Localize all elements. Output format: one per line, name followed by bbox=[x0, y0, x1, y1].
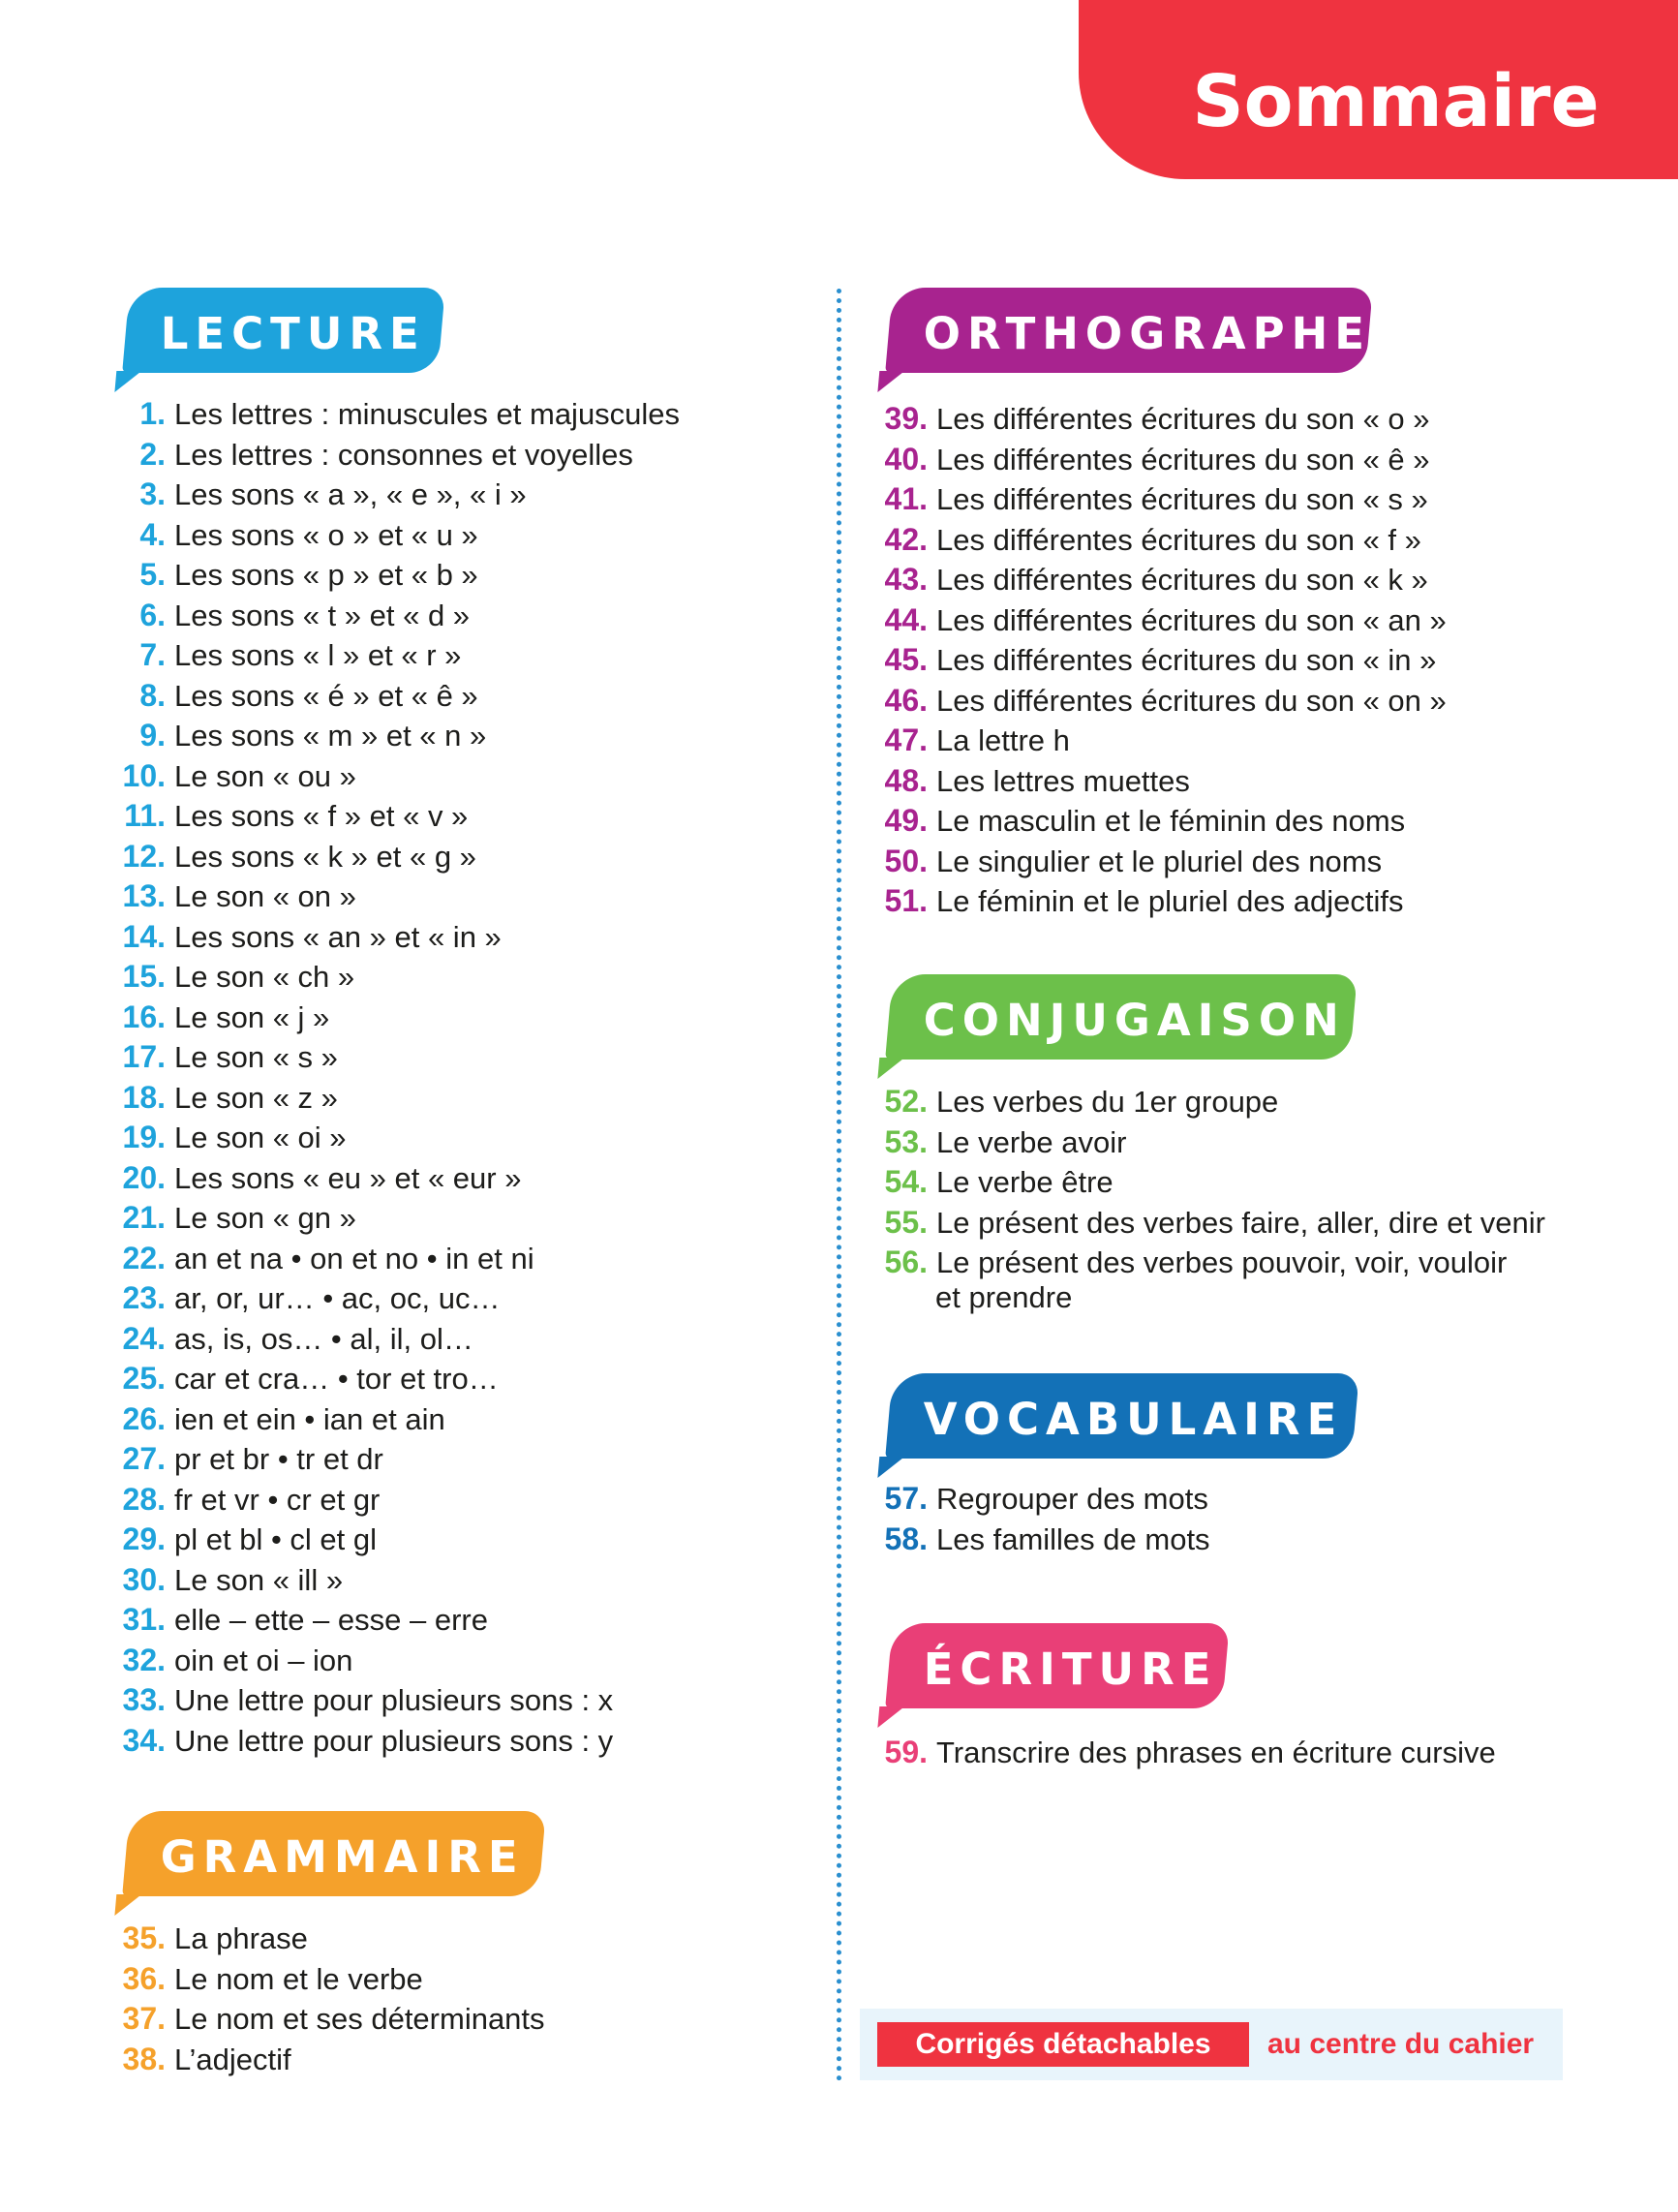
toc-item-title: fr et vr • cr et gr bbox=[174, 1482, 381, 1517]
toc-item-title: Les lettres : consonnes et voyelles bbox=[174, 437, 633, 472]
toc-item-title: Les sons « a », « e », « i » bbox=[174, 477, 527, 511]
toc-item-title: as, is, os… • al, il, ol… bbox=[174, 1321, 473, 1356]
toc-item-title: Les lettres : minuscules et majuscules bbox=[174, 397, 681, 431]
toc-item-number: 25. bbox=[122, 1361, 166, 1396]
toc-item-number: 30. bbox=[122, 1561, 166, 1597]
toc-item-number: 21. bbox=[122, 1200, 166, 1235]
toc-item bbox=[82, 556, 799, 597]
toc-item bbox=[839, 441, 1652, 481]
toc-item-number: 2. bbox=[139, 436, 166, 472]
toc-item-number: 54. bbox=[884, 1164, 928, 1199]
toc-item bbox=[82, 1079, 799, 1120]
toc-item-number: 51. bbox=[884, 883, 928, 918]
toc-item-title: Une lettre pour plusieurs sons : x bbox=[174, 1683, 614, 1717]
toc-item bbox=[82, 998, 799, 1039]
toc-item-title: Les sons « o » et « u » bbox=[174, 517, 478, 552]
toc-item bbox=[839, 561, 1652, 601]
toc-item bbox=[839, 1204, 1652, 1244]
toc-item-title: elle – ette – esse – erre bbox=[174, 1603, 488, 1637]
toc-item bbox=[82, 1360, 799, 1400]
toc-item-title: Les différentes écritures du son « f » bbox=[936, 522, 1421, 557]
toc-list-lecture bbox=[82, 395, 799, 1762]
toc-item bbox=[82, 677, 799, 718]
toc-item-title: Regrouper des mots bbox=[936, 1482, 1208, 1516]
section-label-orthographe: ORTHOGRAPHE bbox=[923, 308, 1371, 359]
toc-item bbox=[82, 1601, 799, 1642]
toc-item bbox=[839, 1083, 1652, 1123]
toc-item bbox=[82, 395, 799, 436]
toc-item-number: 53. bbox=[884, 1123, 928, 1159]
toc-item-title: Le présent des verbes faire, aller, dire et venir bbox=[936, 1205, 1545, 1240]
toc-item-number: 57. bbox=[884, 1481, 928, 1516]
toc-item-number: 28. bbox=[122, 1481, 166, 1517]
toc-item-title: Les sons « f » et « v » bbox=[174, 799, 469, 833]
toc-item-number: 11. bbox=[124, 798, 166, 833]
toc-item bbox=[839, 480, 1652, 521]
toc-item bbox=[82, 636, 799, 677]
toc-item bbox=[82, 516, 799, 557]
toc-item-number: 43. bbox=[884, 562, 928, 597]
toc-item-title: Le féminin et le pluriel des adjectifs bbox=[936, 884, 1404, 918]
toc-item-title: L’adjectif bbox=[174, 2042, 291, 2076]
toc-item bbox=[82, 838, 799, 878]
toc-item bbox=[839, 682, 1652, 722]
toc-item-title: Les verbes du 1er groupe bbox=[936, 1085, 1279, 1119]
toc-item-number: 33. bbox=[122, 1682, 166, 1717]
toc-item bbox=[82, 877, 799, 918]
toc-item-title: Les sons « t » et « d » bbox=[174, 598, 471, 632]
toc-item-number: 24. bbox=[122, 1320, 166, 1356]
toc-item-number: 32. bbox=[122, 1642, 166, 1677]
toc-item-number: 42. bbox=[884, 521, 928, 557]
toc-item-title: Les sons « eu » et « eur » bbox=[174, 1160, 522, 1195]
toc-item bbox=[82, 1722, 799, 1763]
toc-item bbox=[82, 1320, 799, 1361]
toc-item-title: oin et oi – ion bbox=[174, 1643, 353, 1677]
section-header-grammaire bbox=[122, 1811, 546, 1896]
toc-item-title: Une lettre pour plusieurs sons : y bbox=[174, 1723, 614, 1758]
toc-item-title: Transcrire des phrases en écriture cursive bbox=[936, 1736, 1496, 1769]
toc-item-number: 50. bbox=[884, 843, 928, 878]
toc-item bbox=[839, 1244, 1652, 1317]
toc-item-number: 1. bbox=[139, 396, 166, 431]
toc-item bbox=[82, 1920, 799, 1960]
toc-item bbox=[82, 717, 799, 757]
toc-item-number: 36. bbox=[122, 1960, 166, 1996]
toc-item bbox=[82, 2000, 799, 2041]
toc-item-title: Le présent des verbes pouvoir, voir, vouloir bbox=[936, 1245, 1508, 1279]
toc-item-title: Le son « z » bbox=[174, 1080, 338, 1115]
toc-item-title: Les lettres muettes bbox=[936, 763, 1190, 798]
toc-list-conjugaison bbox=[839, 1083, 1652, 1317]
section-label-lecture: LECTURE bbox=[160, 308, 426, 359]
section-label-grammaire: GRAMMAIRE bbox=[160, 1831, 525, 1883]
section-header-conjugaison bbox=[885, 974, 1358, 1060]
toc-item-number: 34. bbox=[122, 1722, 166, 1758]
section-header-ecriture bbox=[885, 1623, 1230, 1708]
toc-item-number: 59. bbox=[884, 1735, 928, 1769]
toc-item bbox=[82, 1159, 799, 1200]
toc-item bbox=[82, 1038, 799, 1079]
toc-item-number: 40. bbox=[884, 441, 928, 476]
toc-item-number: 23. bbox=[122, 1280, 166, 1315]
toc-item-number: 58. bbox=[884, 1521, 928, 1556]
toc-item-title: Les sons « é » et « ê » bbox=[174, 678, 478, 713]
toc-item bbox=[82, 1681, 799, 1722]
toc-item-title: Les sons « p » et « b » bbox=[174, 558, 478, 592]
toc-item-title: Les différentes écritures du son « in » bbox=[936, 643, 1437, 677]
toc-item-title: Le son « on » bbox=[174, 879, 356, 913]
toc-item-title: Les sons « k » et « g » bbox=[174, 839, 476, 874]
toc-item-number: 17. bbox=[122, 1039, 166, 1074]
toc-item-number: 49. bbox=[884, 803, 928, 838]
toc-item-number: 37. bbox=[122, 2001, 166, 2036]
toc-item bbox=[82, 797, 799, 838]
section-label-ecriture: ÉCRITURE bbox=[923, 1644, 1218, 1695]
toc-item-number: 18. bbox=[122, 1079, 166, 1115]
toc-item-number: 41. bbox=[884, 481, 928, 516]
toc-item bbox=[839, 601, 1652, 642]
toc-item-title: Le nom et le verbe bbox=[174, 1961, 423, 1996]
toc-item-title: Le son « ill » bbox=[174, 1562, 344, 1597]
toc-item bbox=[839, 521, 1652, 562]
answer-key-text: au centre du cahier bbox=[1267, 2028, 1535, 2060]
toc-item bbox=[82, 1960, 799, 2001]
toc-list-grammaire bbox=[82, 1920, 799, 2080]
toc-item-title: La phrase bbox=[174, 1921, 308, 1955]
toc-item bbox=[82, 2041, 799, 2081]
toc-item-number: 44. bbox=[884, 601, 928, 637]
toc-item-title: Les différentes écritures du son « k » bbox=[936, 563, 1428, 597]
toc-item-title: Le son « ch » bbox=[174, 960, 355, 994]
toc-item-title: Les différentes écritures du son « o » bbox=[936, 402, 1430, 436]
toc-item-title: Le verbe avoir bbox=[936, 1124, 1127, 1159]
toc-item bbox=[839, 762, 1652, 803]
page-title: Sommaire bbox=[1192, 60, 1600, 143]
toc-item-number: 27. bbox=[122, 1441, 166, 1476]
toc-item bbox=[82, 1279, 799, 1320]
toc-item-number: 3. bbox=[139, 476, 166, 511]
toc-item-title: Le son « j » bbox=[174, 999, 330, 1034]
toc-item-title: Les sons « an » et « in » bbox=[174, 919, 502, 954]
toc-item-number: 19. bbox=[122, 1120, 166, 1154]
toc-item bbox=[82, 476, 799, 516]
toc-item bbox=[839, 843, 1652, 883]
toc-item bbox=[839, 802, 1652, 843]
toc-item-title: ien et ein • ian et ain bbox=[174, 1401, 445, 1436]
toc-item bbox=[82, 1521, 799, 1561]
toc-item-title: car et cra… • tor et tro… bbox=[174, 1362, 499, 1396]
toc-item-number: 39. bbox=[884, 401, 928, 436]
toc-item-title: Les sons « l » et « r » bbox=[174, 638, 462, 672]
toc-item-number: 38. bbox=[122, 2041, 166, 2076]
toc-item-number: 55. bbox=[884, 1204, 928, 1240]
toc-item-number: 10. bbox=[122, 757, 166, 793]
toc-item-number: 4. bbox=[139, 516, 166, 552]
toc-item-title: Le son « s » bbox=[174, 1040, 338, 1074]
toc-item-number: 5. bbox=[139, 557, 166, 592]
toc-item bbox=[839, 1123, 1652, 1164]
toc-item bbox=[839, 400, 1652, 441]
toc-item-title: Le son « gn » bbox=[174, 1201, 356, 1235]
toc-item-number: 9. bbox=[139, 718, 166, 753]
toc-item bbox=[82, 1481, 799, 1521]
answer-key-highlight: Corrigés détachables bbox=[877, 2022, 1249, 2067]
toc-item-number: 20. bbox=[122, 1159, 166, 1195]
toc-item-number: 26. bbox=[122, 1400, 166, 1436]
toc-item-number: 48. bbox=[884, 762, 928, 798]
toc-item-title: Les différentes écritures du son « an » bbox=[936, 602, 1447, 637]
toc-item-number: 45. bbox=[884, 642, 928, 677]
toc-item bbox=[839, 1480, 1652, 1521]
toc-item bbox=[839, 882, 1652, 923]
toc-item-number: 7. bbox=[139, 637, 166, 672]
toc-list-vocabulaire bbox=[839, 1480, 1652, 1560]
toc-item-title: Le son « oi » bbox=[174, 1121, 347, 1154]
toc-item bbox=[839, 1521, 1652, 1561]
toc-item-title: pl et bl • cl et gl bbox=[174, 1522, 378, 1556]
toc-item-number: 12. bbox=[122, 838, 166, 874]
toc-item bbox=[82, 1561, 799, 1602]
toc-item-title: Le singulier et le pluriel des noms bbox=[936, 844, 1383, 878]
toc-item-title: Les sons « m » et « n » bbox=[174, 719, 487, 753]
toc-item bbox=[82, 1199, 799, 1240]
toc-item-number: 31. bbox=[122, 1602, 166, 1637]
toc-item-number: 13. bbox=[122, 878, 166, 913]
toc-item bbox=[82, 1642, 799, 1682]
toc-item-number: 15. bbox=[122, 959, 166, 994]
section-label-conjugaison: CONJUGAISON bbox=[923, 995, 1346, 1046]
toc-item-number: 56. bbox=[884, 1244, 928, 1279]
toc-list-ecriture bbox=[839, 1734, 1652, 1774]
toc-item bbox=[82, 1400, 799, 1441]
toc-item-number: 29. bbox=[122, 1521, 166, 1556]
toc-item-title: Le verbe être bbox=[936, 1165, 1114, 1199]
toc-item-number: 8. bbox=[139, 677, 166, 713]
section-header-vocabulaire bbox=[885, 1373, 1359, 1459]
toc-item-title: Le nom et ses déterminants bbox=[174, 2002, 545, 2036]
toc-item-title: pr et br • tr et dr bbox=[174, 1442, 383, 1476]
toc-item bbox=[839, 1163, 1652, 1204]
toc-item-title: Les familles de mots bbox=[936, 1521, 1210, 1556]
toc-item-title: Le son « ou » bbox=[174, 758, 356, 793]
title-banner bbox=[1079, 0, 1678, 179]
section-header-lecture bbox=[122, 288, 445, 373]
toc-item-title-continuation: et prendre bbox=[935, 1280, 1073, 1314]
toc-item bbox=[82, 436, 799, 476]
toc-list-orthographe bbox=[839, 400, 1652, 923]
toc-item-title: La lettre h bbox=[936, 723, 1070, 757]
toc-item bbox=[82, 757, 799, 798]
toc-item-number: 46. bbox=[884, 682, 928, 718]
toc-item-number: 52. bbox=[884, 1084, 928, 1119]
section-header-orthographe bbox=[885, 288, 1373, 373]
toc-item-title: Les différentes écritures du son « s » bbox=[936, 482, 1428, 516]
toc-item bbox=[839, 722, 1652, 762]
toc-item-title: Les différentes écritures du son « ê » bbox=[936, 442, 1430, 476]
toc-item-title: ar, or, ur… • ac, oc, uc… bbox=[174, 1281, 501, 1315]
toc-item bbox=[82, 1440, 799, 1481]
toc-item-number: 6. bbox=[139, 597, 166, 632]
toc-item-title: Le masculin et le féminin des noms bbox=[936, 804, 1406, 838]
toc-item-number: 14. bbox=[122, 918, 166, 954]
answer-key-note bbox=[860, 2009, 1563, 2080]
toc-item-number: 16. bbox=[122, 998, 166, 1034]
toc-item bbox=[839, 1734, 1652, 1774]
toc-item-number: 22. bbox=[122, 1240, 166, 1275]
toc-item bbox=[82, 1240, 799, 1280]
toc-item bbox=[82, 918, 799, 959]
toc-item bbox=[82, 1119, 799, 1159]
section-label-vocabulaire: VOCABULAIRE bbox=[923, 1394, 1344, 1445]
toc-item-number: 35. bbox=[122, 1920, 166, 1955]
toc-item bbox=[82, 597, 799, 637]
toc-item-title: Les différentes écritures du son « on » bbox=[936, 683, 1447, 718]
toc-item bbox=[82, 958, 799, 998]
toc-item-number: 47. bbox=[884, 722, 928, 757]
toc-item-title: an et na • on et no • in et ni bbox=[174, 1241, 534, 1275]
toc-item bbox=[839, 641, 1652, 682]
